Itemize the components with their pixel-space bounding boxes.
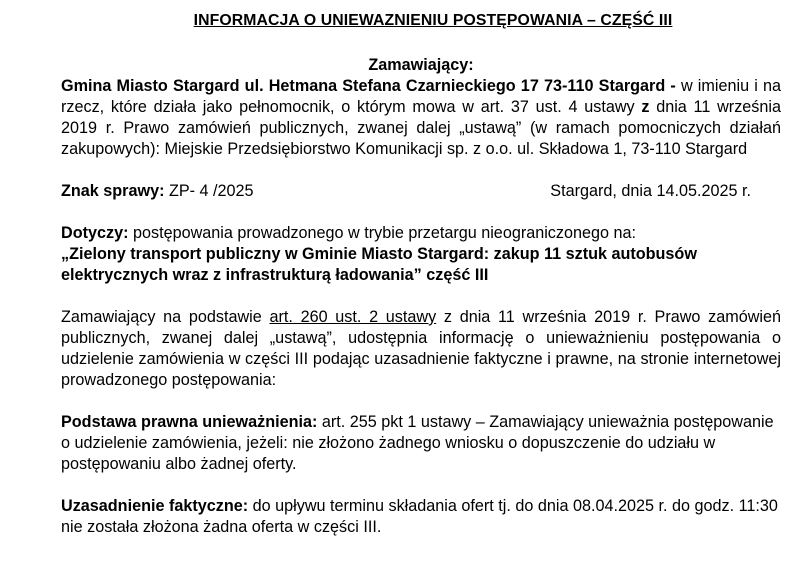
uzasadnienie-section <box>61 496 781 538</box>
dotyczy-subject: „Zielony transport publiczny w Gminie Miasto Stargard: zakup 11 sztuk autobusów elektrycznych wraz z infrastrukturą ładowania” część III <box>61 245 697 284</box>
podstawa-label: Podstawa prawna unieważnienia: <box>61 413 318 431</box>
znak-sprawy-label: Znak sprawy: <box>61 182 165 200</box>
paragraph-info-post: z dnia 11 września 2019 r. Prawo zamówień publicznych, zwanej dalej „ustawą”, udostępnia informację o unieważnieniu postępowania o udzielenie zamówienia w części III podając uzasadnienie faktyczne i prawne, na stronie internetowej prowadzonego postępowania: <box>61 308 781 389</box>
uzasadnienie-label: Uzasadnienie faktyczne: <box>61 497 249 515</box>
znak-sprawy-value: ZP- 4 /2025 <box>164 182 254 200</box>
zamawiajacy-section <box>61 55 781 160</box>
znak-sprawy-row <box>61 181 781 202</box>
zamawiajacy-heading: Zamawiający: <box>368 56 474 74</box>
zamawiajacy-z: z <box>641 98 650 116</box>
dotyczy-text: postępowania prowadzonego w trybie przetargu nieograniczonego na: <box>128 224 637 242</box>
legal-reference-link[interactable]: art. 260 ust. 2 ustawy <box>269 308 437 326</box>
podstawa-section <box>61 412 781 475</box>
document-page <box>61 0 781 538</box>
paragraph-info <box>61 307 781 391</box>
dotyczy-label: Dotyczy: <box>61 224 129 242</box>
uzasadnienie-text: do upływu terminu składania ofert tj. do dnia 08.04.2025 r. do godz. 11:30 nie została złożona żadna oferta w części III. <box>61 497 778 536</box>
zamawiajacy-rest: w imieniu i na rzecz, które działa jako pełnomocnik, o którym mowa w art. 37 ust. 4 ustawy <box>61 77 781 116</box>
document-title: INFORMACJA O UNIEWAZNIENIU POSTĘPOWANIA – CZĘŚĆ III <box>193 12 673 29</box>
paragraph-info-pre: Zamawiający na podstawie <box>61 308 270 326</box>
zamawiajacy-text <box>61 76 781 160</box>
zamawiajacy-name: Gmina Miasto Stargard ul. Hetmana Stefana Czarnieckiego 17 73-110 Stargard - <box>61 77 676 95</box>
zamawiajacy-rest2: dnia 11 września 2019 r. Prawo zamówień publicznych, zwanej dalej „ustawą” (w ramach pomocniczych działań zakupowych): Miejskie Przedsiębiorstwo Komunikacji sp. z o.o. ul. Składowa 1, 73-110 Stargard <box>61 98 781 158</box>
znak-sprawy <box>61 181 254 202</box>
dotyczy-line <box>61 223 781 244</box>
document-date: Stargard, dnia 14.05.2025 r. <box>550 182 751 200</box>
podstawa-text: art. 255 pkt 1 ustawy – Zamawiający unieważnia postępowanie o udzielenie zamówienia, jeżeli: nie złożono żadnego wniosku o dopuszczenie do udziału w postępowaniu albo żadnej oferty. <box>61 413 774 473</box>
dotyczy-section <box>61 223 781 286</box>
